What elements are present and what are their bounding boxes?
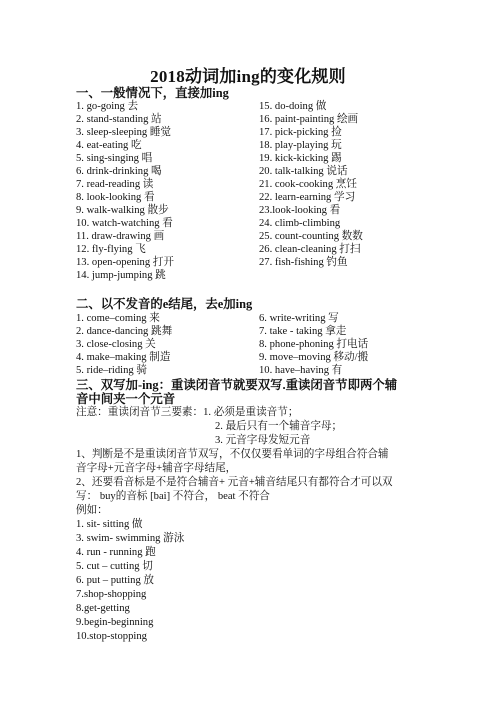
list-item: 6. put – putting 放 (76, 575, 154, 586)
list-item: 6. write-writing 写 (259, 313, 339, 324)
list-item: 2. dance-dancing 跳舞 (76, 326, 173, 337)
list-item: 11. draw-drawing 画 (76, 231, 165, 242)
paragraph-line: 2、还要看音标是不是符合辅音+ 元音+辅音结尾只有都符合才可以双 (76, 477, 393, 488)
note-line: 2. 最后只有一个辅音字母； (215, 421, 343, 432)
list-item: 1. come–coming 来 (76, 313, 160, 324)
list-item: 12. fly-flying 飞 (76, 244, 146, 255)
list-item: 4. make–making 制造 (76, 352, 171, 363)
list-item: 27. fish-fishing 钓鱼 (259, 257, 348, 268)
section3-heading-cont: 音中间夹一个元音 (76, 392, 176, 406)
list-item: 14. jump-jumping 跳 (76, 270, 166, 281)
list-item: 7.shop-shopping (76, 589, 147, 600)
list-item: 15. do-doing 做 (259, 101, 327, 112)
list-item: 5. ride–riding 骑 (76, 365, 147, 376)
list-item: 25. count-counting 数数 (259, 231, 363, 242)
list-item: 9. walk-walking 散步 (76, 205, 169, 216)
list-item: 1. sit- sitting 做 (76, 519, 143, 530)
list-item: 20. talk-talking 说话 (259, 166, 348, 177)
section1-heading: 一、一般情况下，直接加ing (76, 86, 229, 100)
paragraph-line: 写： buy的音标 [bai] 不符合， beat 不符合 (76, 491, 270, 502)
list-item: 5. cut – cutting 切 (76, 561, 153, 572)
list-item: 8. look-looking 看 (76, 192, 155, 203)
list-item: 3. close-closing 关 (76, 339, 156, 350)
list-item: 6. drink-drinking 喝 (76, 166, 162, 177)
list-item: 3. sleep-sleeping 睡觉 (76, 127, 172, 138)
example-label: 例如： (76, 505, 108, 516)
list-item: 18. play-playing 玩 (259, 140, 342, 151)
list-item: 19. kick-kicking 踢 (259, 153, 342, 164)
section2-heading: 二、以不发音的e结尾，去e加ing (76, 297, 253, 311)
list-item: 10. have–having 有 (259, 365, 343, 376)
list-item: 7. take - taking 拿走 (259, 326, 347, 337)
list-item: 9.begin-beginning (76, 617, 154, 628)
list-item: 21. cook-cooking 烹饪 (259, 179, 357, 190)
list-item: 26. clean-cleaning 打扫 (259, 244, 361, 255)
paragraph-line: 音字母+元音字母+辅音字母结尾， (76, 463, 237, 474)
list-item: 17. pick-picking 捡 (259, 127, 342, 138)
list-item: 8. phone-phoning 打电话 (259, 339, 369, 350)
list-item: 8.get-getting (76, 603, 130, 614)
list-item: 16. paint-painting 绘画 (259, 114, 359, 125)
list-item: 4. run - running 跑 (76, 547, 156, 558)
note-line: 注意：重读闭音节三要素：1. 必须是重读音节； (76, 407, 299, 418)
paragraph-line: 1、判断是不是重读闭音节双写，不仅仅要看单词的字母组合符合辅 (76, 449, 389, 460)
list-item: 10.stop-stopping (76, 631, 147, 642)
list-item: 22. learn-earning 学习 (259, 192, 356, 203)
list-item: 1. go-going 去 (76, 101, 139, 112)
list-item: 24. climb-climbing (259, 218, 341, 229)
list-item: 7. read-reading 读 (76, 179, 154, 190)
list-item: 23.look-looking 看 (259, 205, 341, 216)
document-title: 2018动词加ing的变化规则 (150, 67, 346, 86)
section3-heading: 三、双写加-ing：重读闭音节就要双写.重读闭音节即两个辅 (76, 378, 398, 392)
note-line: 3. 元音字母发短元音 (215, 435, 311, 446)
list-item: 10. watch-watching 看 (76, 218, 173, 229)
list-item: 9. move–moving 移动/搬 (259, 352, 369, 363)
list-item: 13. open-opening 打开 (76, 257, 174, 268)
list-item: 3. swim- swimming 游泳 (76, 533, 185, 544)
list-item: 2. stand-standing 站 (76, 114, 162, 125)
list-item: 4. eat-eating 吃 (76, 140, 142, 151)
list-item: 5. sing-singing 唱 (76, 153, 153, 164)
